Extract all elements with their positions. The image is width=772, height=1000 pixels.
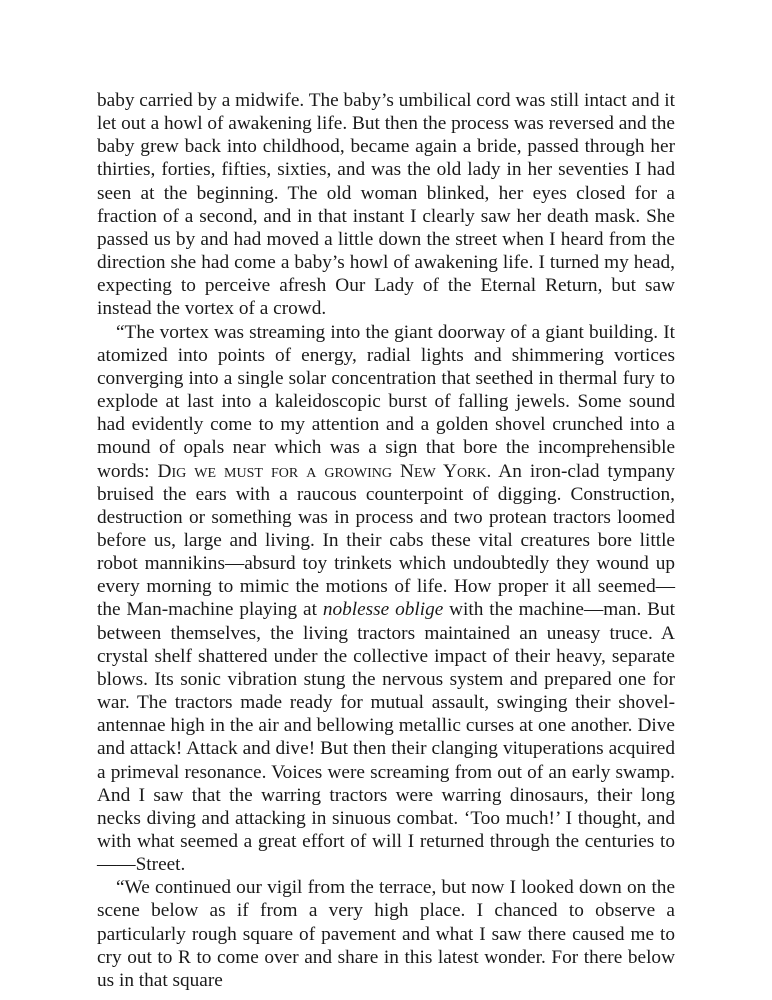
- paragraph-3: “We continued our vigil from the terrace, but now I looked down on the scene below as if from a very high place. I chanced to observe a particularly rough square of pavement and what I saw there caused me to cry out to R to come over and share in this latest wonder. For there below us in that square: [97, 877, 675, 991]
- paragraph-2-text-middle: An iron-clad tympany bruised the ears with a raucous counterpoint of digging. Construction, destruction or something was in process and two protean tractors loomed before us, large and living. In their cabs these vital creatures bore little robot mannikins—absurd toy trinkets which undoubtedly they wound up every morning to mimic the motions of life. How proper it all seemed—the Man-machine playing at: [97, 460, 675, 621]
- paragraph-1: baby carried by a midwife. The baby’s umbilical cord was still intact and it let out a howl of awakening life. But then the process was reversed and the baby grew back into childhood, became again a bride, passed through her thirties, forties, fifties, sixties, and was the old lady in her seventies I had seen at the beginning. The old woman blinked, her eyes closed for a fraction of a second, and in that instant I clearly saw her death mask. She passed us by and had moved a little down the street when I heard from the direction she had come a baby’s howl of awakening life. I turned my head, expecting to perceive afresh Our Lady of the Eternal Return, but saw instead the vortex of a crowd.: [97, 90, 675, 320]
- paragraph-2: [97, 321, 675, 877]
- paragraph-2-text-start: “The vortex was streaming into the giant doorway of a giant building. It atomized into points of energy, radial lights and shimmering vortices converging into a single solar concentration that seethed in thermal fury to explode at last into a kaleidoscopic burst of falling jewels. Some sound had evidently come to my attention and a golden shovel crunched into a mound of opals near which was a sign that bore the incomprehensible words:: [97, 321, 675, 482]
- italic-phrase: noblesse oblige: [322, 599, 444, 621]
- paragraph-2-text-end: with the machine—man. But between themselves, the living tractors maintained an uneasy truce. A crystal shelf shattered under the collective impact of their heavy, separate blows. Its sonic vibration stung the nervous system and prepared one for war. The tractors made ready for mutual assault, swinging their shovel-antennae high in the air and bellowing metallic curses at one another. Dive and attack! Attack and dive! But then their clanging vituperations acquired a primeval resonance. Voices were screaming from out of an early swamp. And I saw that the warring tractors were warring dinosaurs, their long necks diving and attacking in sinuous combat. ‘Too much!’ I thought, and with what seemed a great effort of will I returned through the centuries to——Street.: [97, 599, 675, 876]
- sign-text: Dig we must for a growing New York.: [157, 460, 492, 482]
- book-page: [97, 89, 675, 992]
